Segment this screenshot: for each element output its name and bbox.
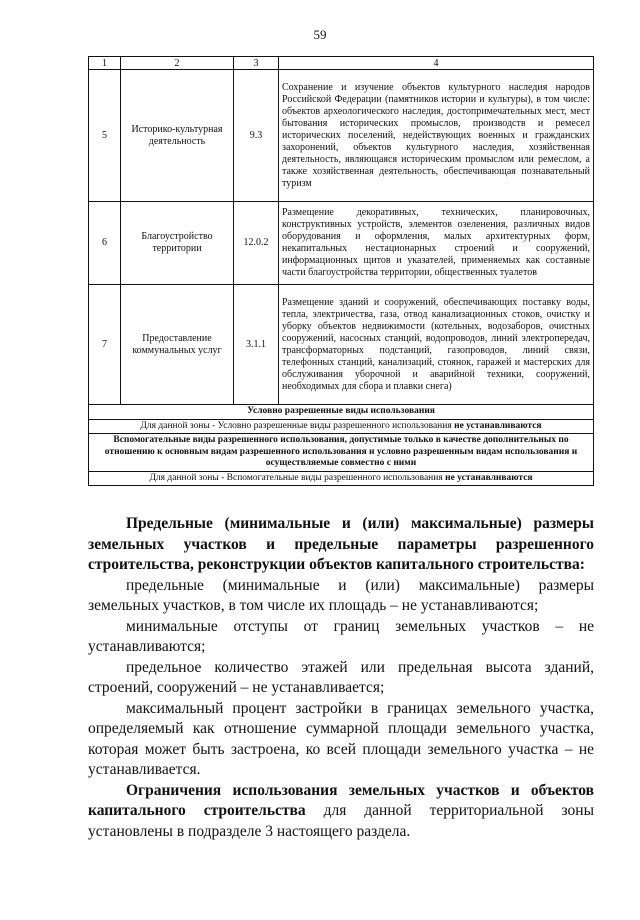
parameter-building-percent: максимальный процент застройки в границах земельного участка, определяемый как отношение суммарной площади земельного участка, которая может быть застроена, ко всей площади земельного участка – не устанавливается. — [88, 699, 594, 778]
table-row — [89, 202, 594, 285]
use-name: Предоставление коммунальных услуг — [121, 285, 234, 405]
use-code: 3.1.1 — [234, 285, 279, 405]
zone-parameters-text — [88, 514, 594, 842]
auxiliary-uses-note — [89, 471, 594, 486]
column-header-2: 2 — [121, 57, 234, 70]
restrictions-rest: для данной территориальной зоны установлены в подразделе 3 настоящего раздела. — [88, 802, 594, 840]
column-header-3: 3 — [234, 57, 279, 70]
use-name: Историко-культурная деятельность — [121, 70, 234, 202]
auxiliary-uses-header-row — [89, 434, 594, 472]
permitted-use-table — [88, 56, 594, 486]
conditional-uses-note-prefix: Для данной зоны - Условно разрешенные виды разрешенного использования — [140, 420, 455, 431]
parameter-plot-size: предельные (минимальные и (или) максимальные) размеры земельных участков, в том числе их площадь – не устанавливаются; — [88, 576, 594, 614]
page-number: 59 — [313, 27, 327, 42]
use-code: 12.0.2 — [234, 202, 279, 285]
conditional-uses-note — [89, 419, 594, 434]
parameters-heading: Предельные (минимальные и (или) максимальные) размеры земельных участков и предельные параметры разрешенного строительства, реконструкции объектов капитального строительства: — [88, 515, 594, 573]
auxiliary-uses-note-prefix: Для данной зоны - Вспомогательные виды разрешенного использования — [149, 472, 446, 483]
parameter-floors-height: предельное количество этажей или предельная высота зданий, строений, сооружений – не устанавливается; — [88, 658, 594, 696]
use-code: 9.3 — [234, 70, 279, 202]
table-header-row — [89, 57, 594, 70]
table-row — [89, 70, 594, 202]
row-number: 6 — [89, 202, 121, 285]
auxiliary-uses-note-value: не устанавливаются — [445, 472, 533, 483]
conditional-uses-note-value: не устанавливаются — [454, 420, 542, 431]
conditional-uses-header: Условно разрешенные виды использования — [89, 405, 594, 420]
restrictions-bold: Ограничения использования земельных участков и объектов капитального строительства — [88, 781, 594, 819]
table-row — [89, 285, 594, 405]
column-header-1: 1 — [89, 57, 121, 70]
use-name: Благоустройство территории — [121, 202, 234, 285]
auxiliary-uses-note-row — [89, 471, 594, 486]
use-description: Сохранение и изучение объектов культурного наследия народов Российской Федерации (памятников истории и культуры), в том числе: объектов археологического наследия, достопримечательных мест, мест бытования исторических промыслов, производств и ремесел исторических поселений, недействующих военных и гражданских захоронений, объектов культурного наследия, хозяйственная деятельность, являющаяся историческим промыслом или ремеслом, а также хозяйственная деятельность, обеспечивающая познавательный туризм — [279, 70, 594, 202]
use-description: Размещение декоративных, технических, планировочных, конструктивных устройств, элементов озеленения, различных видов оборудования и оформления, малых архитектурных форм, некапитальных нестационарных строений и сооружений, информационных щитов и указателей, применяемых как составные части благоустройства территории, общественных туалетов — [279, 202, 594, 285]
use-description: Размещение зданий и сооружений, обеспечивающих поставку воды, тепла, электричества, газа, отвод канализационных стоков, очистку и уборку объектов недвижимости (котельных, водозаборов, очистных сооружений, насосных станций, водопроводов, линий электропередач, трансформаторных подстанций, газопроводов, линий связи, телефонных станций, канализаций, стоянок, гаражей и мастерских для обслуживания уборочной и аварийной техники, сооружений, необходимых для сбора и плавки снега) — [279, 285, 594, 405]
restrictions-paragraph — [88, 781, 594, 843]
parameter-setbacks: минимальные отступы от границ земельных участков – не устанавливаются; — [88, 617, 594, 655]
auxiliary-uses-header: Вспомогательные виды разрешенного использования, допустимые только в качестве дополнительных по отношению к основным видам разрешенного использования и условно разрешенным видам использования и осуществляемые совместно с ними — [89, 434, 594, 472]
column-header-4: 4 — [279, 57, 594, 70]
row-number: 7 — [89, 285, 121, 405]
conditional-uses-header-row — [89, 405, 594, 420]
conditional-uses-note-row — [89, 419, 594, 434]
row-number: 5 — [89, 70, 121, 202]
